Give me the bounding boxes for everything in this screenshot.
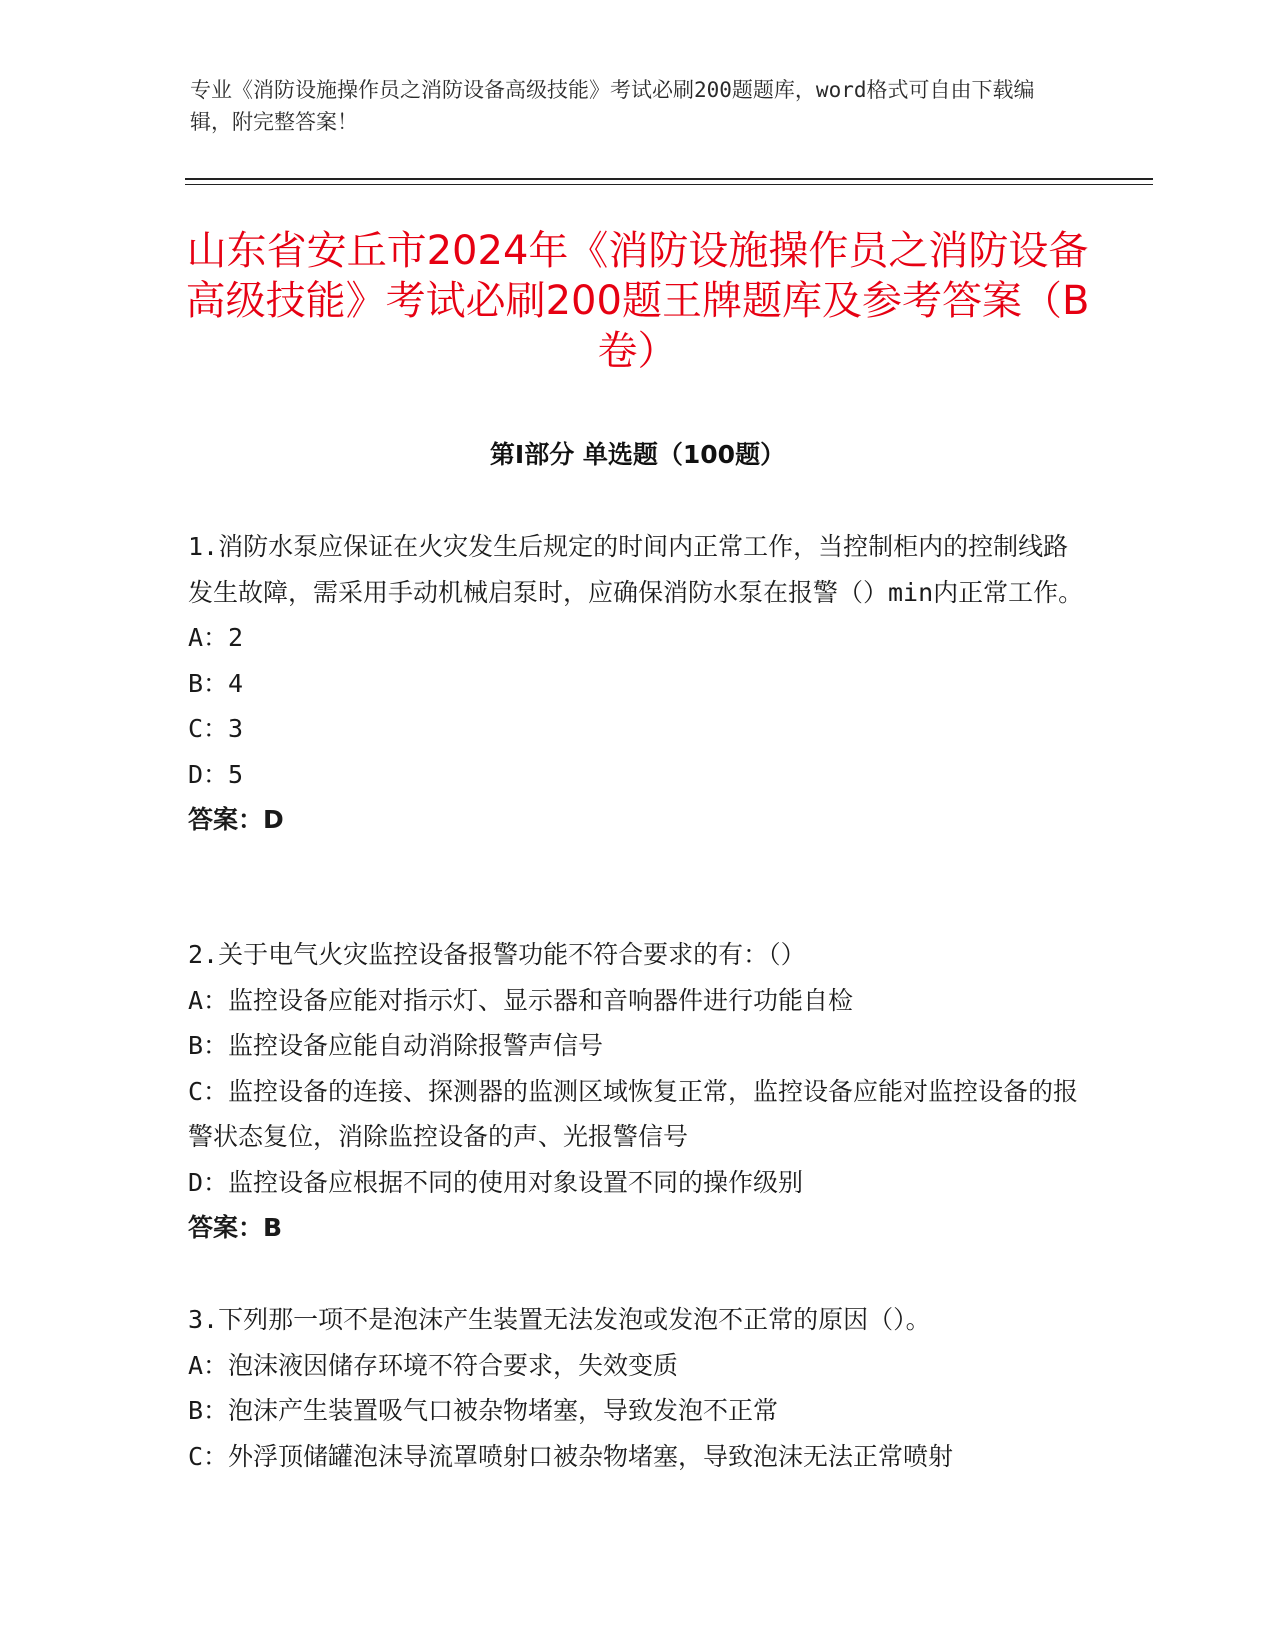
question-3 <box>188 1297 1088 1479</box>
question-1 <box>188 524 1088 843</box>
option-d: D：监控设备应根据不同的使用对象设置不同的操作级别 <box>188 1167 804 1197</box>
question-stem: 2.关于电气火灾监控设备报警功能不符合要求的有：（） <box>188 940 806 969</box>
option-b: B：泡沫产生装置吸气口被杂物堵塞，导致发泡不正常 <box>188 1396 779 1425</box>
document-title: 山东省安丘市2024年《消防设施操作员之消防设备高级技能》考试必刷200题王牌题库及参考答案（B卷） <box>185 228 1090 374</box>
option-a: A：2 <box>188 623 244 652</box>
header-divider-thick <box>185 178 1153 180</box>
header-note: 专业《消防设施操作员之消防设备高级技能》考试必刷200题题库，word格式可自由下载编辑，附完整答案！ <box>190 78 1035 134</box>
question-stem: 3.下列那一项不是泡沫产生装置无法发泡或发泡不正常的原因（）。 <box>188 1305 931 1334</box>
option-c: C：3 <box>188 714 244 743</box>
question-stem: 1.消防水泵应保证在火灾发生后规定的时间内正常工作，当控制柜内的控制线路发生故障，需采用手动机械启泵时，应确保消防水泵在报警（）min内正常工作。 <box>188 532 1084 607</box>
option-c: C：监控设备的连接、探测器的监测区域恢复正常，监控设备应能对监控设备的报警状态复位，消除监控设备的声、光报警信号 <box>188 1076 1079 1151</box>
header-divider-thin <box>185 184 1153 185</box>
option-a: A：监控设备应能对指示灯、显示器和音响器件进行功能自检 <box>188 985 854 1015</box>
answer: 答案：D <box>188 805 284 834</box>
question-2 <box>188 932 1088 1251</box>
option-a: A：泡沫液因储存环境不符合要求，失效变质 <box>188 1350 679 1380</box>
option-b: B：4 <box>188 668 244 698</box>
option-d: D：5 <box>188 759 244 789</box>
option-b: B：监控设备应能自动消除报警声信号 <box>188 1031 604 1060</box>
option-c: C：外浮顶储罐泡沫导流罩喷射口被杂物堵塞，导致泡沫无法正常喷射 <box>188 1441 954 1471</box>
answer: 答案：B <box>188 1213 283 1242</box>
section-title: 第Ⅰ部分 单选题（100题） <box>489 440 786 469</box>
